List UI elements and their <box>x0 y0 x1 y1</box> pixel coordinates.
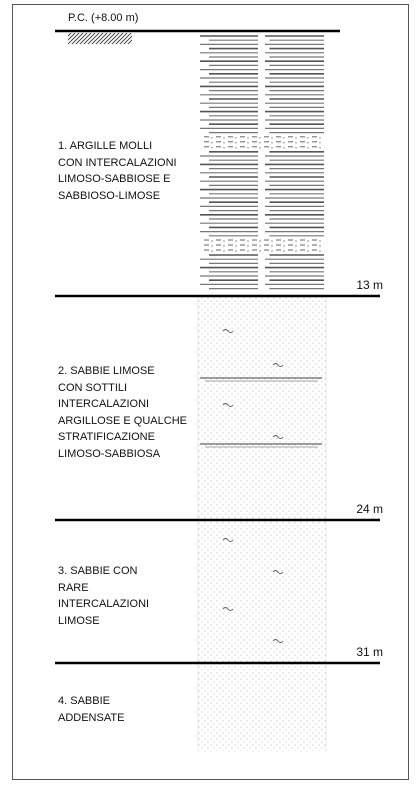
silt-dot <box>211 250 212 251</box>
silt-dot <box>247 250 248 251</box>
silt-dot <box>319 137 320 138</box>
depth-label-layer-1: 13 m <box>356 278 383 292</box>
silt-dot <box>319 245 320 246</box>
silt-dot <box>235 147 236 148</box>
silt-dot <box>271 240 272 241</box>
silt-dot <box>247 147 248 148</box>
silt-dot <box>211 240 212 241</box>
silt-dot <box>247 137 248 138</box>
silt-dot <box>319 142 320 143</box>
silt-dot <box>295 137 296 138</box>
silt-dot <box>307 240 308 241</box>
silt-dot <box>271 142 272 143</box>
silt-dot <box>271 245 272 246</box>
silt-dot <box>259 245 260 246</box>
silt-dot <box>247 240 248 241</box>
silt-dot <box>235 245 236 246</box>
silt-dot <box>271 250 272 251</box>
silt-dot <box>283 245 284 246</box>
silt-dot <box>259 147 260 148</box>
silt-dot <box>271 147 272 148</box>
silt-dot <box>271 137 272 138</box>
silt-dot <box>295 250 296 251</box>
depth-label-layer-3: 31 m <box>356 645 383 659</box>
soil-hatch-symbol <box>68 33 132 44</box>
silt-dot <box>259 240 260 241</box>
silt-dot <box>295 142 296 143</box>
silt-dot <box>283 137 284 138</box>
silt-dot <box>223 147 224 148</box>
silt-dot <box>307 142 308 143</box>
silt-dot <box>319 147 320 148</box>
layer-3-description: 3. SABBIE CON RARE INTERCALAZIONI LIMOSE <box>58 565 150 627</box>
silt-dot <box>211 137 212 138</box>
silt-dot <box>247 245 248 246</box>
layer-4-description: 4. SABBIE ADDENSATE <box>58 695 125 724</box>
silt-dot <box>235 137 236 138</box>
silt-dot <box>283 250 284 251</box>
silt-dot <box>235 240 236 241</box>
silt-dot <box>259 142 260 143</box>
layer-2-description: 2. SABBIE LIMOSE CON SOTTILI INTERCALAZIONI ARGILLOSE E QUALCHE STRATIFICAZIONE LIMOSO-SABBIOSA <box>58 365 187 460</box>
surface-elevation-label: P.C. (+8.00 m) <box>68 12 139 24</box>
silt-dot <box>211 245 212 246</box>
depth-label-layer-2: 24 m <box>356 502 383 516</box>
silt-dot <box>307 250 308 251</box>
silt-dot <box>259 250 260 251</box>
silt-dot <box>223 142 224 143</box>
silt-dot <box>235 142 236 143</box>
sand-column-fill <box>198 297 326 751</box>
silt-dot <box>307 137 308 138</box>
clay-layer-pattern <box>200 36 324 289</box>
silt-dot <box>223 245 224 246</box>
silt-dot <box>223 250 224 251</box>
silt-dot <box>319 240 320 241</box>
silt-dot <box>211 142 212 143</box>
silt-dot <box>295 240 296 241</box>
layer-1-description: 1. ARGILLE MOLLI CON INTERCALAZIONI LIMOSO-SABBIOSE E SABBIOSO-LIMOSE <box>58 140 177 202</box>
silt-dot <box>283 147 284 148</box>
silt-dot <box>259 137 260 138</box>
silt-dot <box>319 250 320 251</box>
silt-dot <box>235 250 236 251</box>
silt-dot <box>211 147 212 148</box>
silt-dot <box>295 245 296 246</box>
ground-surface-line <box>55 31 340 44</box>
silt-dot <box>307 245 308 246</box>
silt-dot <box>223 240 224 241</box>
silt-dot <box>283 142 284 143</box>
silt-dot <box>247 142 248 143</box>
silt-dot <box>223 137 224 138</box>
silt-dot <box>283 240 284 241</box>
silt-dot <box>295 147 296 148</box>
silt-dot <box>307 147 308 148</box>
